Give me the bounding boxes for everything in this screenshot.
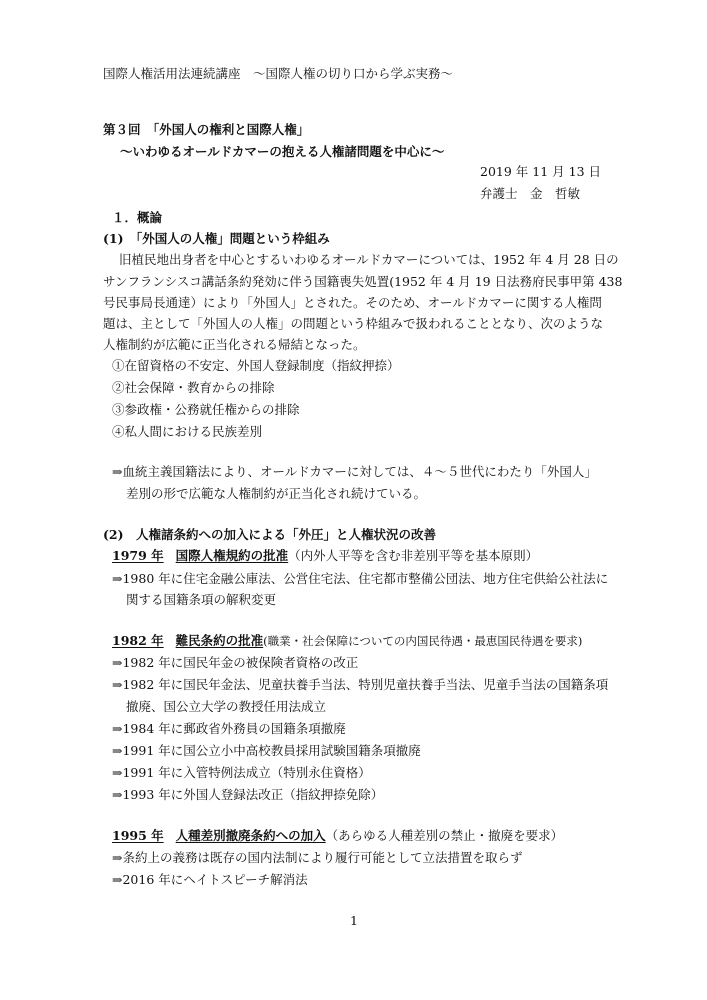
paragraph-line: 旧植民地出身者を中心とするいわゆるオールドカマーについては、1952 年 4 月 28 日の <box>119 252 619 267</box>
result-line: ⇒1982 年に国民年金の被保険者資格の改正 <box>112 655 359 670</box>
result-line: ⇒1993 年に外国人登録法改正（指紋押捺免除） <box>112 787 384 802</box>
treaty-note: （内外人平等を含む非差別平等を基本原則） <box>288 548 539 563</box>
subsection-heading-2: (2) 人権諸条約への加入による「外圧」と人権状況の改善 <box>103 527 437 542</box>
lecture-title: 第３回 「外国人の権利と国際人権」 <box>103 122 310 137</box>
result-line: ⇒1982 年に国民年金法、児童扶養手当法、特別児童扶養手当法、児童手当法の国籍条項 <box>112 677 609 692</box>
treaty-name: 国際人権規約の批准 <box>175 548 289 563</box>
treaty-year: 1982 年 <box>112 633 164 648</box>
lecture-subtitle: ～いわゆるオールドカマーの抱える人権諸問題を中心に～ <box>120 144 445 159</box>
lecture-date: 2019 年 11 月 13 日 <box>480 164 601 179</box>
treaty-name: 難民条約の批准 <box>175 633 264 648</box>
list-item: ④私人間における民族差別 <box>112 424 263 439</box>
paragraph-line: 号民事局長通達）により「外国人」とされた。そのため、オールドカマーに関する人権問 <box>103 295 602 310</box>
paragraph-line: サンフランシスコ講話条約発効に伴う国籍喪失処置(1952 年 4 月 19 日法務府民事甲第 438 <box>103 274 623 289</box>
result-line: ⇒2016 年にヘイトスピーチ解消法 <box>112 872 308 887</box>
lecture-author: 弁護士 金 哲敏 <box>480 186 581 201</box>
page-number: 1 <box>350 913 358 928</box>
treaty-year: 1995 年 <box>112 828 164 843</box>
series-header: 国際人権活用法連続講座 ～国際人権の切り口から学ぶ実務～ <box>103 66 454 81</box>
conclusion-line: ⇒血統主義国籍法により、オールドカマーに対しては、４～５世代にわたり「外国人」 <box>112 464 597 479</box>
treaty-note: （あらゆる人種差別の禁止・撤廃を要求） <box>325 828 564 843</box>
result-line: 関する国籍条項の解釈変更 <box>126 592 277 607</box>
conclusion-line: 差別の形で広範な人権制約が正当化され続けている。 <box>126 486 427 501</box>
list-item: ①在留資格の不安定、外国人登録制度（指紋押捺） <box>112 358 400 373</box>
subsection-heading-1: (1) 「外国人の人権」問題という枠組み <box>103 231 330 246</box>
section-heading-overview: １．概論 <box>112 210 163 225</box>
treaty-1982-heading <box>112 633 582 649</box>
treaty-year: 1979 年 <box>112 548 164 563</box>
paragraph-line: 題は、主として「外国人の人権」の問題という枠組みで扱われることとなり、次のような <box>103 316 604 331</box>
list-item: ③参政権・公務就任権からの排除 <box>112 402 300 417</box>
paragraph-line: 人権制約が広範に正当化される帰結となった。 <box>103 337 366 352</box>
result-line: ⇒1991 年に国公立小中高校教員採用試験国籍条項撤廃 <box>112 743 421 758</box>
treaty-note: (職業・社会保障についての内国民待遇・最恵国民待遇を要求) <box>263 634 583 648</box>
treaty-1995-heading <box>112 828 563 844</box>
list-item: ②社会保障・教育からの排除 <box>112 380 275 395</box>
result-line: 撤廃、国公立大学の教授任用法成立 <box>126 699 327 714</box>
treaty-name: 人種差別撤廃条約への加入 <box>175 828 326 843</box>
treaty-1979-heading <box>112 548 538 564</box>
result-line: ⇒1991 年に入管特例法成立（特別永住資格） <box>112 765 371 780</box>
result-line: ⇒1984 年に郵政省外務員の国籍条項撤廃 <box>112 721 346 736</box>
result-line: ⇒条約上の義務は既存の国内法制により履行可能として立法措置を取らず <box>112 850 523 865</box>
result-line: ⇒1980 年に住宅金融公庫法、公営住宅法、住宅都市整備公団法、地方住宅供給公社法に <box>112 571 609 586</box>
